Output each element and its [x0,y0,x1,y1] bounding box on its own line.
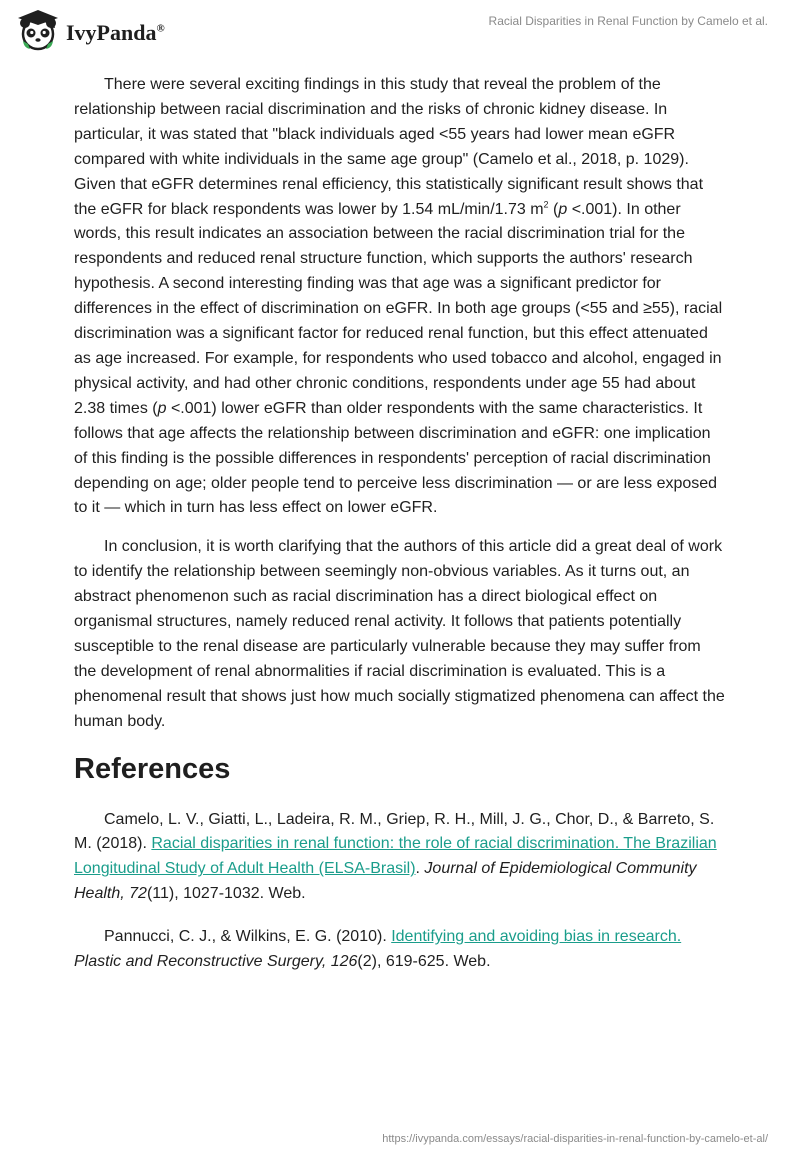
ivypanda-logo[interactable] [14,8,165,54]
paragraph-findings: There were several exciting findings in this study that reveal the problem of the relationship between racial discrimination and the risks of chronic kidney disease. In particular, it was stated that "black individuals aged <55 years had lower mean eGFR compared with white individuals in the same age group" (Camelo et al., 2018, p. 1029). Given that eGFR determines renal efficiency, this statistically significant result shows that the eGFR for black respondents was lower by 1.54 mL/min/1.73 $m^2$ (p <.001). In other words, this result indicates an association between the racial discrimination trial for the respondents and reduced renal structure function, which supports the authors' research hypothesis. A second interesting finding was that age was a significant predictor for differences in the effect of discrimination on eGFR. In both age groups (<55 and ≥55), racial discrimination was a significant factor for reduced renal function, but this effect attenuated as age increased. For example, for respondents who used tobacco and alcohol, engaged in physical activity, and had other chronic conditions, respondents under age 55 had about 2.38 times (p <.001) lower eGFR than older respondents with the same characteristics. It follows that age affects the relationship between discrimination and eGFR: one implication of this finding is the possible differences in respondents' perception of racial discrimination depending on age; older people tend to perceive less discrimination — or are less exposed to it — which in turn has less effect on lower eGFR. [74,76,723,517]
reference-item: Pannucci, C. J., & Wilkins, E. G. (2010). Identifying and avoiding bias in research. Plastic and Reconstructive Surgery, 126(2), 619-625. Web. [74,928,682,971]
reference-link[interactable]: Racial disparities in renal function: the role of racial discrimination. The Brazilian Longitudinal Study of Adult Health (ELSA-Brasil) [74,835,717,878]
document-title: Racial Disparities in Renal Function by Camelo et al. [488,14,768,28]
reference-item: Camelo, L. V., Giatti, L., Ladeira, R. M., Griep, R. H., Mill, J. G., Chor, D., & Barreto, S. M. (2018). Racial disparities in renal function: the role of racial discrimination. The Brazilian Longitudinal Study of Adult Health (ELSA-Brasil). Journal of Epidemiological Community Health, 72(11), 1027-1032. Web. [74,810,717,903]
reference-link[interactable]: Identifying and avoiding bias in research. [391,928,682,946]
essay-body [74,73,726,993]
brand-name: IvyPanda® [66,20,165,45]
page-header [0,0,800,60]
source-url: https://ivypanda.com/essays/racial-disparities-in-renal-function-by-camelo-et-al/ [382,1133,768,1145]
paragraph-conclusion: In conclusion, it is worth clarifying that the authors of this article did a great deal of work to identify the relationship between seemingly non-obvious variables. As it turns out, an abstract phenomenon such as racial discrimination has a direct biological effect on organismal structures, namely reduced renal activity. It follows that patients potentially susceptible to the renal disease are particularly vulnerable because they may suffer from the development of renal abnormalities if racial discrimination is evaluated. This is a phenomenal result that shows just how much socially stigmatized phenomena can affect the human body. [74,538,725,730]
references-heading: References [74,752,231,785]
panda-graduate-icon [14,8,62,54]
